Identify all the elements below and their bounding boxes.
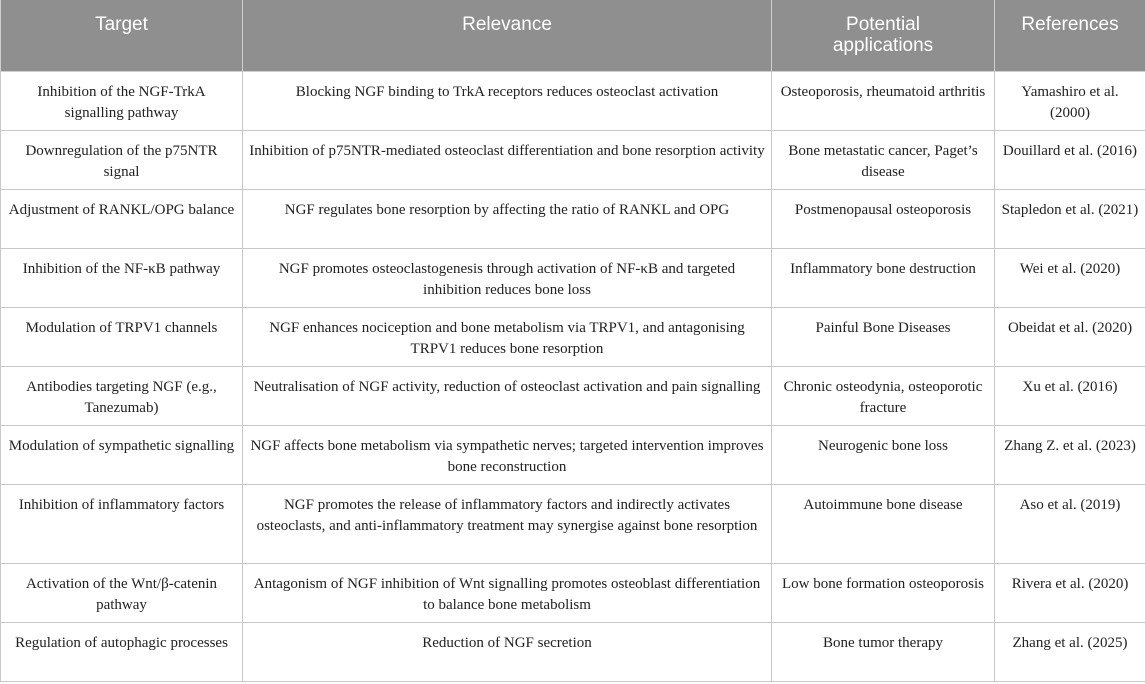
cell-relevance: Antagonism of NGF inhibition of Wnt signalling promotes osteoblast differentiation to balance bone metabolism <box>243 563 772 622</box>
cell-references: Aso et al. (2019) <box>995 484 1145 563</box>
cell-applications: Bone tumor therapy <box>772 622 995 681</box>
header-references: References <box>995 0 1145 71</box>
cell-relevance: Blocking NGF binding to TrkA receptors reduces osteoclast activation <box>243 71 772 130</box>
cell-relevance: NGF promotes osteoclastogenesis through activation of NF-κB and targeted inhibition reduces bone loss <box>243 248 772 307</box>
cell-relevance: Neutralisation of NGF activity, reduction of osteoclast activation and pain signalling <box>243 366 772 425</box>
cell-relevance: Reduction of NGF secretion <box>243 622 772 681</box>
table-row <box>1 425 1145 484</box>
cell-references: Xu et al. (2016) <box>995 366 1145 425</box>
table-row <box>1 71 1145 130</box>
cell-references: Yamashiro et al. (2000) <box>995 71 1145 130</box>
cell-target: Inhibition of inflammatory factors <box>1 484 243 563</box>
header-relevance: Relevance <box>243 0 772 71</box>
cell-target: Inhibition of the NF-κB pathway <box>1 248 243 307</box>
table-row <box>1 189 1145 248</box>
table-row <box>1 307 1145 366</box>
cell-references: Douillard et al. (2016) <box>995 130 1145 189</box>
cell-applications: Inflammatory bone destruction <box>772 248 995 307</box>
table-row <box>1 366 1145 425</box>
cell-relevance: NGF regulates bone resorption by affecting the ratio of RANKL and OPG <box>243 189 772 248</box>
cell-target: Antibodies targeting NGF (e.g., Tanezumab) <box>1 366 243 425</box>
table-row <box>1 130 1145 189</box>
cell-applications: Chronic osteodynia, osteoporotic fracture <box>772 366 995 425</box>
cell-relevance: NGF affects bone metabolism via sympathetic nerves; targeted intervention improves bone reconstruction <box>243 425 772 484</box>
cell-references: Wei et al. (2020) <box>995 248 1145 307</box>
cell-references: Stapledon et al. (2021) <box>995 189 1145 248</box>
cell-applications: Painful Bone Diseases <box>772 307 995 366</box>
header-row <box>1 0 1145 71</box>
cell-applications: Low bone formation osteoporosis <box>772 563 995 622</box>
table-row <box>1 622 1145 681</box>
cell-target: Inhibition of the NGF-TrkA signalling pathway <box>1 71 243 130</box>
cell-relevance: NGF enhances nociception and bone metabolism via TRPV1, and antagonising TRPV1 reduces bone resorption <box>243 307 772 366</box>
cell-references: Obeidat et al. (2020) <box>995 307 1145 366</box>
cell-references: Zhang et al. (2025) <box>995 622 1145 681</box>
table-row <box>1 563 1145 622</box>
table-row <box>1 484 1145 563</box>
cell-target: Downregulation of the p75NTR signal <box>1 130 243 189</box>
cell-target: Modulation of sympathetic signalling <box>1 425 243 484</box>
header-applications: Potential applications <box>772 0 995 71</box>
cell-references: Rivera et al. (2020) <box>995 563 1145 622</box>
cell-relevance: NGF promotes the release of inflammatory factors and indirectly activates osteoclasts, and anti-inflammatory treatment may synergise against bone resorption <box>243 484 772 563</box>
cell-applications: Autoimmune bone disease <box>772 484 995 563</box>
cell-applications: Postmenopausal osteoporosis <box>772 189 995 248</box>
cell-relevance: Inhibition of p75NTR-mediated osteoclast differentiation and bone resorption activity <box>243 130 772 189</box>
cell-target: Modulation of TRPV1 channels <box>1 307 243 366</box>
cell-applications: Osteoporosis, rheumatoid arthritis <box>772 71 995 130</box>
cell-target: Adjustment of RANKL/OPG balance <box>1 189 243 248</box>
cell-applications: Bone metastatic cancer, Paget’s disease <box>772 130 995 189</box>
cell-target: Activation of the Wnt/β-catenin pathway <box>1 563 243 622</box>
header-target: Target <box>1 0 243 71</box>
cell-references: Zhang Z. et al. (2023) <box>995 425 1145 484</box>
cell-applications: Neurogenic bone loss <box>772 425 995 484</box>
table-row <box>1 248 1145 307</box>
cell-target: Regulation of autophagic processes <box>1 622 243 681</box>
